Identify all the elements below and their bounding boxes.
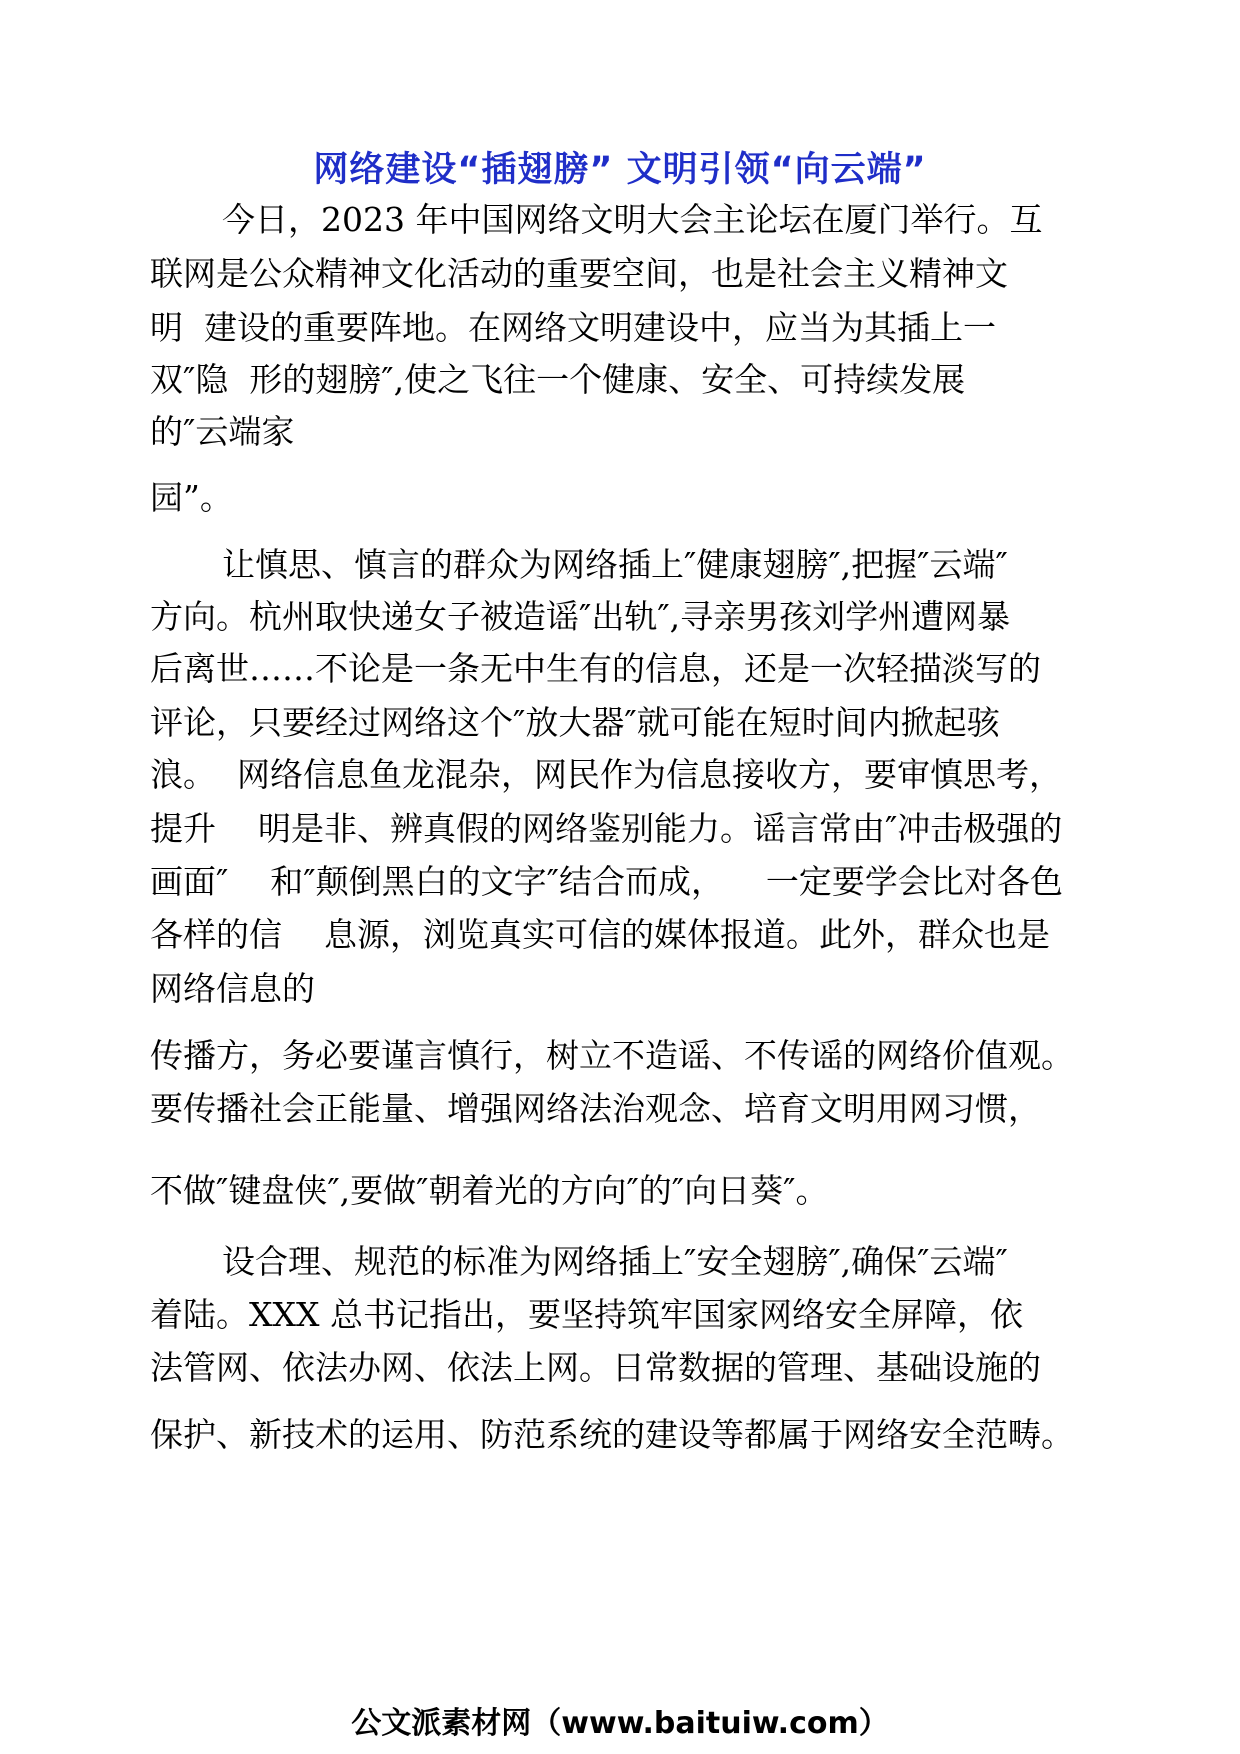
page-title: 网络建设“插翅膀” 文明引领“向云端”	[313, 150, 927, 190]
body-line: 传播方，务必要谨言慎行，树立不造谣、不传谣的网络价值观。	[150, 1036, 1074, 1075]
body-line: 明 建设的重要阵地。在网络文明建设中，应当为其插上一	[150, 308, 996, 347]
body-line: 园”。	[150, 478, 233, 517]
body-line: 双″隐 形的翅膀″,使之飞往一个健康、安全、可持续发展	[150, 360, 966, 399]
body-line: 着陆。XXX 总书记指出，要坚持筑牢国家网络安全屏障，依	[150, 1295, 1023, 1334]
body-line: 的″云端家	[150, 412, 295, 451]
body-line: 提升 明是非、辨真假的网络鉴别能力。谣言常由″冲击极强的	[150, 809, 1063, 848]
body-line: 联网是公众精神文化活动的重要空间，也是社会主义精神文	[150, 254, 1008, 293]
body-line: 不做″键盘侠″,要做″朝着光的方向″的″向日葵″。	[150, 1171, 829, 1210]
body-line: 今日，2023 年中国网络文明大会主论坛在厦门举行。互	[222, 200, 1043, 239]
body-line: 各样的信 息源，浏览真实可信的媒体报道。此外，群众也是	[150, 915, 1050, 954]
body-line: 画面″ 和″颠倒黑白的文字″结合而成， 一定要学会比对各色	[150, 862, 1063, 901]
body-line: 设合理、规范的标准为网络插上″安全翅膀″,确保″云端″	[222, 1242, 1008, 1281]
body-line: 浪。 网络信息鱼龙混杂，网民作为信息接收方，要审慎思考，	[150, 755, 1062, 794]
body-line: 后离世……不论是一条无中生有的信息，还是一次轻描淡写的	[150, 649, 1041, 688]
body-line: 保护、新技术的运用、防范系统的建设等都属于网络安全范畴。	[150, 1415, 1074, 1454]
body-line: 法管网、依法办网、依法上网。日常数据的管理、基础设施的	[150, 1348, 1041, 1387]
body-line: 评论，只要经过网络这个″放大器″就可能在短时间内掀起骇	[150, 703, 1000, 742]
body-line: 方向。杭州取快递女子被造谣″出轨″,寻亲男孩刘学州遭网暴	[150, 597, 1011, 636]
body-line: 网络信息的	[150, 969, 315, 1008]
body-line: 让慎思、慎言的群众为网络插上″健康翅膀″,把握″云端″	[222, 545, 1008, 584]
body-line: 要传播社会正能量、增强网络法治观念、培育文明用网习惯，	[150, 1089, 1041, 1128]
footer-source: 公文派素材网（www.baituiw.com）	[351, 1706, 889, 1741]
